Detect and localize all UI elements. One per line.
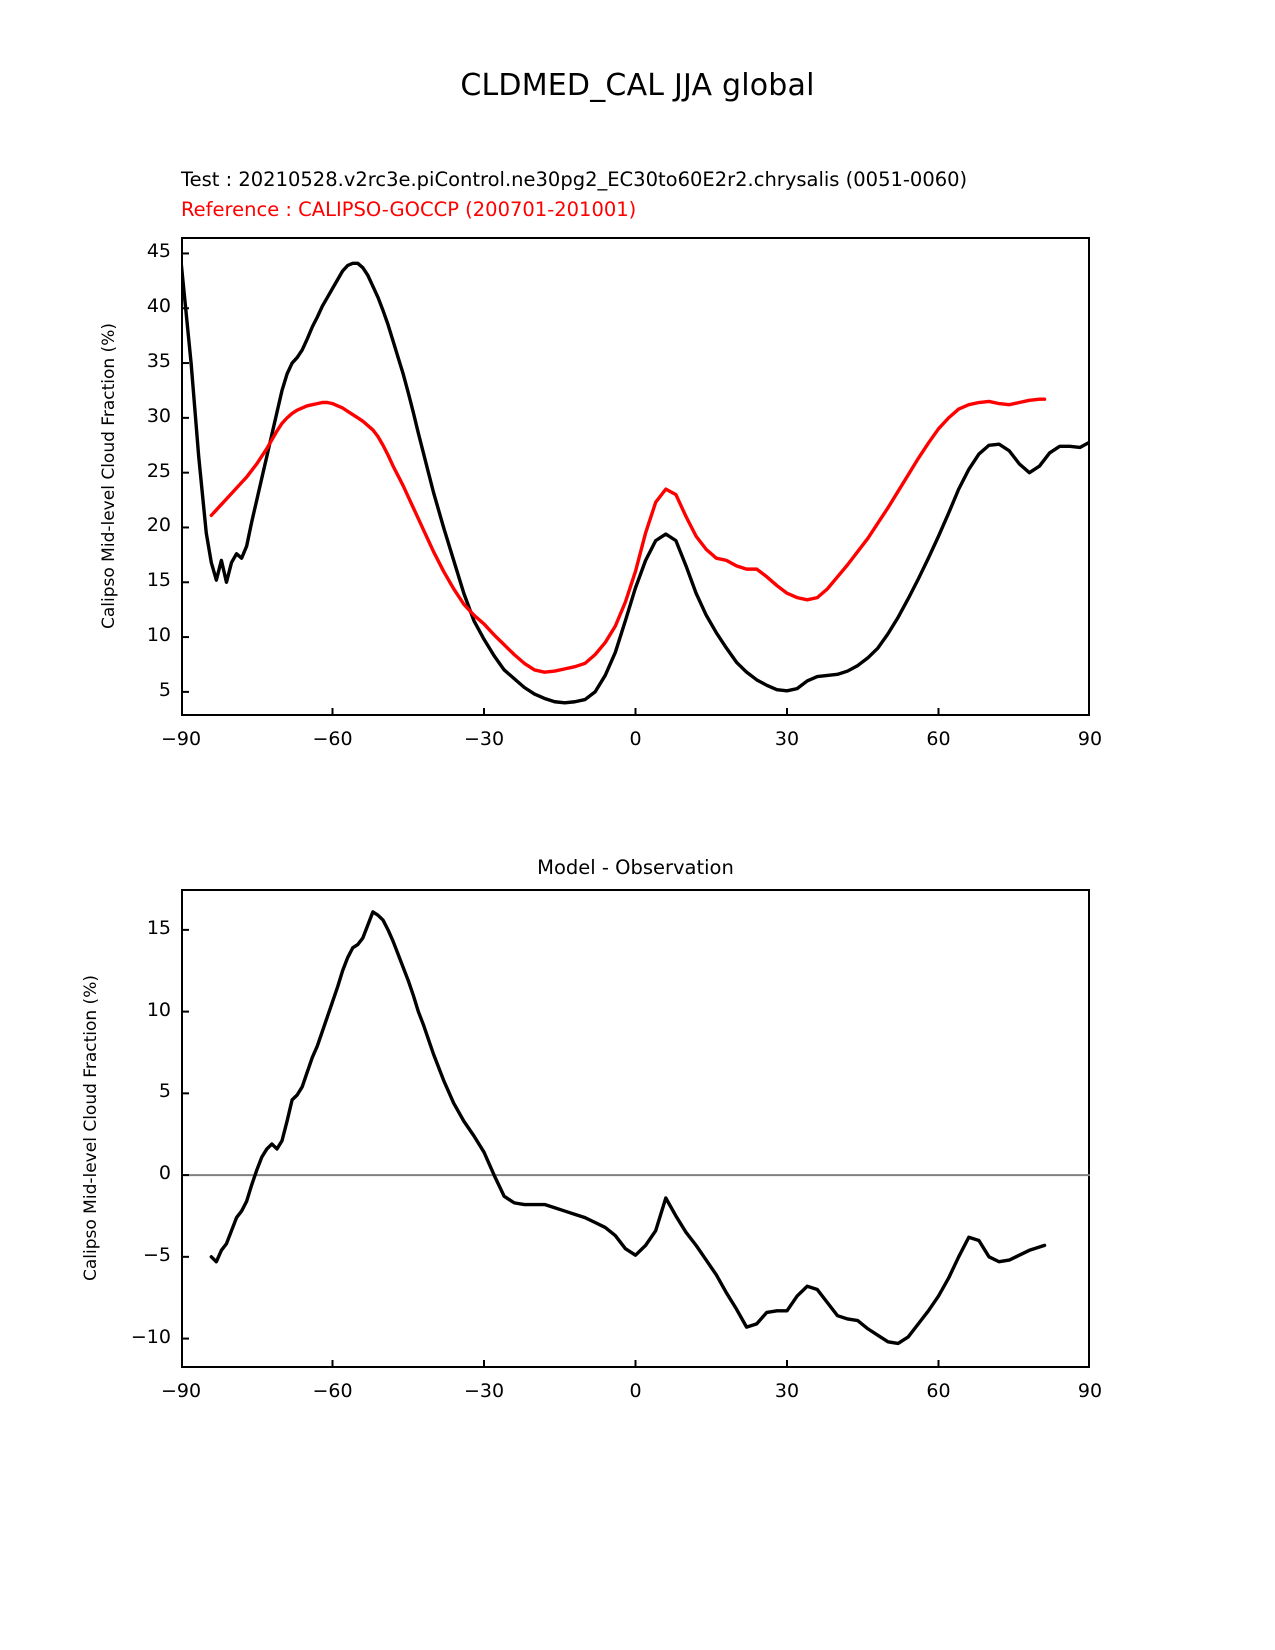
y-tick-label: 5	[158, 678, 171, 701]
caption-block	[181, 165, 967, 225]
caption-test: Test : 20210528.v2rc3e.piControl.ne30pg2_EC30to60E2r2.chrysalis (0051-0060)	[181, 168, 968, 191]
y-tick-label: 45	[146, 240, 171, 263]
x-tick-label: −90	[160, 728, 202, 750]
y-tick-label: 15	[146, 569, 171, 592]
y-tick-label: 0	[158, 1162, 171, 1185]
series-line-0	[211, 912, 1044, 1344]
y-tick-label: −10	[130, 1325, 171, 1348]
plot-area-top	[181, 237, 1090, 716]
y-tick-label: 20	[146, 514, 171, 537]
x-tick-label: −90	[160, 1380, 202, 1402]
y-tick-label: −5	[142, 1243, 171, 1266]
series-line-1	[211, 399, 1044, 672]
x-tick-label: −30	[463, 1380, 505, 1402]
y-axis-label-bottom: Calipso Mid-level Cloud Fraction (%)	[81, 974, 101, 1281]
y-tick-label: 40	[146, 295, 171, 318]
plot-title-bottom: Model - Observation	[537, 856, 734, 879]
y-tick-label: 15	[146, 916, 171, 939]
x-tick-label: 30	[774, 728, 800, 750]
y-tick-label: 10	[146, 624, 171, 647]
x-tick-label: 90	[1077, 728, 1103, 750]
y-axis-label-top: Calipso Mid-level Cloud Fraction (%)	[99, 322, 119, 629]
x-tick-label: −60	[312, 728, 353, 750]
y-tick-label: 5	[158, 1080, 171, 1103]
x-tick-label: 30	[774, 1380, 800, 1402]
x-tick-label: 0	[629, 728, 642, 750]
y-tick-label: 35	[146, 350, 171, 373]
x-tick-label: −30	[463, 728, 505, 750]
plot-area-bottom	[181, 889, 1090, 1368]
caption-reference: Reference : CALIPSO-GOCCP (200701-201001)	[181, 198, 637, 221]
x-tick-label: 60	[926, 728, 951, 750]
y-tick-label: 10	[146, 998, 171, 1021]
x-tick-label: 60	[926, 1380, 951, 1402]
y-tick-label: 30	[146, 404, 171, 427]
x-tick-label: −60	[312, 1380, 353, 1402]
page-title: CLDMED_CAL JJA global	[460, 68, 815, 103]
y-tick-label: 25	[146, 459, 171, 482]
x-tick-label: 90	[1077, 1380, 1103, 1402]
series-line-0	[181, 261, 1090, 703]
x-tick-label: 0	[629, 1380, 642, 1402]
